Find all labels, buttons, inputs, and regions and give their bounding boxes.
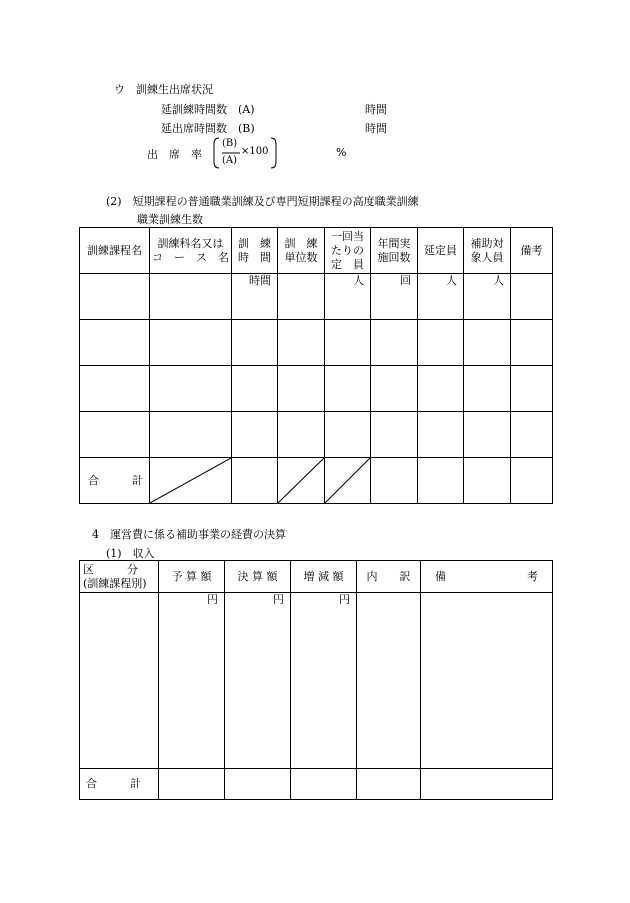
header-training-units: [278, 228, 325, 274]
table-cell[interactable]: [357, 769, 421, 800]
table-cell[interactable]: [80, 366, 150, 412]
table-cell[interactable]: [418, 412, 464, 458]
fraction-multiplier: ×100: [241, 146, 269, 157]
header-subsidy-people: [464, 228, 511, 274]
income-table: [79, 560, 553, 800]
table-row: [80, 366, 553, 412]
total-attendance-hours-label: 延出席時間数 (B): [161, 122, 255, 135]
table-cell[interactable]: [150, 274, 232, 320]
table-cell[interactable]: [80, 320, 150, 366]
total-attendance-hours-unit: 時間: [365, 122, 387, 135]
header-subject-line2: コ ー ス 名: [152, 250, 229, 264]
diagonal-strike: [150, 458, 231, 503]
income-data-row: [80, 593, 553, 769]
table-cell[interactable]: [278, 366, 325, 412]
header-change: 増 減 額: [291, 561, 357, 593]
table-cell[interactable]: [511, 458, 553, 504]
table-cell[interactable]: [511, 412, 553, 458]
header-remarks-right: 考: [527, 569, 538, 583]
income-total-label: 合 計: [80, 769, 159, 800]
table-cell[interactable]: [225, 769, 291, 800]
income-subheading: (1) 収入: [106, 547, 155, 560]
header-budget: 予 算 額: [159, 561, 225, 593]
table-cell[interactable]: [278, 320, 325, 366]
table-cell[interactable]: [511, 274, 553, 320]
table-cell[interactable]: [421, 593, 553, 769]
table-cell[interactable]: [232, 458, 278, 504]
attendance-rate-unit: %: [336, 146, 347, 159]
header-total-people: 延定員: [418, 228, 464, 274]
header-category-line1: 区 分: [83, 562, 138, 576]
rate-formula: [212, 136, 278, 170]
struck-cell: [325, 458, 371, 504]
table-cell[interactable]: [159, 769, 225, 800]
table-cell[interactable]: [421, 769, 553, 800]
budget-yen-cell[interactable]: 円: [159, 593, 225, 769]
header-hours-line2: 時 間: [238, 250, 271, 264]
total-label: 合 計: [80, 458, 150, 504]
header-sessions-line1: 年間実: [377, 236, 411, 250]
table-cell[interactable]: [511, 366, 553, 412]
table-cell[interactable]: [371, 366, 418, 412]
table-cell[interactable]: [464, 412, 511, 458]
table-cell[interactable]: [325, 320, 371, 366]
table-cell[interactable]: [371, 320, 418, 366]
diagonal-strike: [325, 458, 370, 503]
struck-cell: [278, 458, 325, 504]
attendance-heading: ウ 訓練生出席状況: [114, 83, 213, 96]
subsidy-unit-cell[interactable]: 人: [464, 274, 511, 320]
table-cell[interactable]: [464, 320, 511, 366]
header-sessions-line2: 施回数: [377, 250, 411, 264]
table-cell[interactable]: [357, 593, 421, 769]
header-capacity-line3: 定 員: [331, 257, 364, 271]
trainee-count-table: [79, 227, 553, 504]
table-cell[interactable]: [150, 366, 232, 412]
table-cell[interactable]: [80, 412, 150, 458]
header-course-name: 訓練課程名: [80, 228, 150, 274]
fraction-denominator: (A): [222, 155, 238, 166]
table-cell[interactable]: [325, 366, 371, 412]
fraction-numerator: (B): [222, 138, 238, 149]
total-row: [80, 458, 553, 504]
header-remarks: [421, 561, 553, 593]
header-units-line1: 訓 練: [284, 236, 318, 250]
table-cell[interactable]: [418, 458, 464, 504]
hours-unit-cell[interactable]: 時間: [232, 274, 278, 320]
total-training-hours-label: 延訓練時間数 (A): [161, 103, 255, 116]
header-training-hours: [232, 228, 278, 274]
income-total-row: [80, 769, 553, 800]
table-cell[interactable]: [464, 366, 511, 412]
table-cell[interactable]: [278, 412, 325, 458]
diagonal-strike: [278, 458, 324, 503]
table-cell[interactable]: [418, 366, 464, 412]
table-cell[interactable]: [150, 320, 232, 366]
table-header-row: [80, 228, 553, 274]
header-subsidy-line1: 補助対: [470, 236, 504, 250]
header-breakdown: 内 訳: [357, 561, 421, 593]
header-annual-sessions: [371, 228, 418, 274]
table-cell[interactable]: [232, 320, 278, 366]
section-2-heading: (2) 短期課程の普通職業訓練及び専門短期課程の高度職業訓練: [106, 195, 419, 208]
header-units-line2: 単位数: [284, 250, 318, 264]
change-yen-cell[interactable]: 円: [291, 593, 357, 769]
header-capacity: [325, 228, 371, 274]
header-remarks-left: 備: [435, 569, 446, 583]
table-cell[interactable]: [325, 412, 371, 458]
settlement-yen-cell[interactable]: 円: [225, 593, 291, 769]
table-cell[interactable]: [278, 274, 325, 320]
header-capacity-line1: 一回当: [331, 229, 364, 243]
header-settlement: 決 算 額: [225, 561, 291, 593]
table-cell[interactable]: [150, 412, 232, 458]
header-hours-line1: 訓 練: [238, 236, 271, 250]
table-cell[interactable]: [511, 320, 553, 366]
table-cell[interactable]: [464, 458, 511, 504]
table-row: [80, 274, 553, 320]
income-header-row: [80, 561, 553, 593]
header-category-line2: (訓練課程別): [83, 576, 147, 590]
sessions-unit-cell[interactable]: 回: [371, 274, 418, 320]
header-remarks: 備考: [511, 228, 553, 274]
table-cell[interactable]: [291, 769, 357, 800]
header-subsidy-line2: 象人員: [470, 250, 504, 264]
table-cell[interactable]: [232, 412, 278, 458]
total-people-unit-cell[interactable]: 人: [418, 274, 464, 320]
table-row: [80, 412, 553, 458]
table-cell[interactable]: [371, 412, 418, 458]
table-cell[interactable]: [232, 366, 278, 412]
attendance-rate-label: 出 席 率: [147, 148, 202, 161]
header-capacity-line2: たりの: [331, 243, 364, 257]
table-cell[interactable]: [80, 274, 150, 320]
header-category: [80, 561, 159, 593]
total-training-hours-unit: 時間: [365, 103, 387, 116]
table-cell[interactable]: [418, 320, 464, 366]
table-row: [80, 320, 553, 366]
section-4-heading: 4 運営費に係る補助事業の経費の決算: [92, 528, 286, 541]
section-2-subheading: 職業訓練生数: [137, 213, 203, 226]
struck-cell: [150, 458, 232, 504]
table-cell[interactable]: [371, 458, 418, 504]
header-subject: [150, 228, 232, 274]
header-subject-line1: 訓練科名又は: [157, 236, 224, 250]
table-cell[interactable]: [80, 593, 159, 769]
capacity-unit-cell[interactable]: 人: [325, 274, 371, 320]
